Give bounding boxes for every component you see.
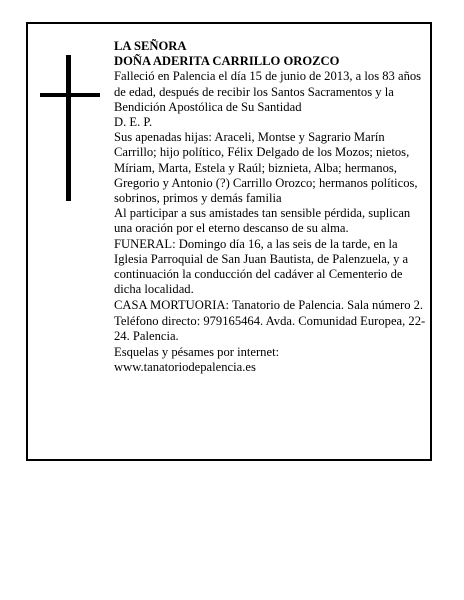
funeral-details: FUNERAL: Domingo día 16, a las seis de la tarde, en la Iglesia Parroquial de San Juan Bautista, de Palenzuela, y a continuación la conducción del cadáver al Cementerio de dicha localidad.	[114, 236, 409, 297]
family-list: Sus apenadas hijas: Araceli, Montse y Sagrario Marín Carrillo; hijo político, Félix Delgado de los Mozos; nietos, Míriam, Marta, Estela y Raúl; biznieta, Alba; hermanos, Gregorio y Antonio (?) Carrillo Orozco; hermanos políticos, sobrinos, primos y demás familia	[114, 130, 418, 206]
funeral-home-details: CASA MORTUORIA: Tanatorio de Palencia. Sala número 2. Teléfono directo: 979165464. Avda. Comunidad Europea, 22-24. Palencia.	[114, 298, 426, 343]
condolences-label: Esquelas y pésames por internet:	[114, 345, 280, 360]
deceased-name: DOÑA ADERITA CARRILLO OROZCO	[114, 54, 340, 69]
obituary-notice	[26, 22, 432, 461]
cross-icon	[40, 55, 100, 201]
prayer-request: Al participar a sus amistades tan sensible pérdida, suplican una oración por el eterno descanso de su alma.	[114, 206, 411, 236]
notice-heading: LA SEÑORA	[114, 39, 187, 53]
death-statement: Falleció en Palencia el día 15 de junio de 2013, a los 83 años de edad, después de recibir los Santos Sacramentos y la Bendición Apostólica de Su Santidad	[114, 69, 422, 114]
website-link[interactable]: www.tanatoriodepalencia.es	[114, 360, 256, 375]
obituary-text	[114, 39, 426, 375]
cross-horizontal-bar	[40, 93, 100, 97]
cross-vertical-bar	[66, 55, 71, 201]
rip-abbreviation: D. E. P.	[114, 115, 153, 130]
